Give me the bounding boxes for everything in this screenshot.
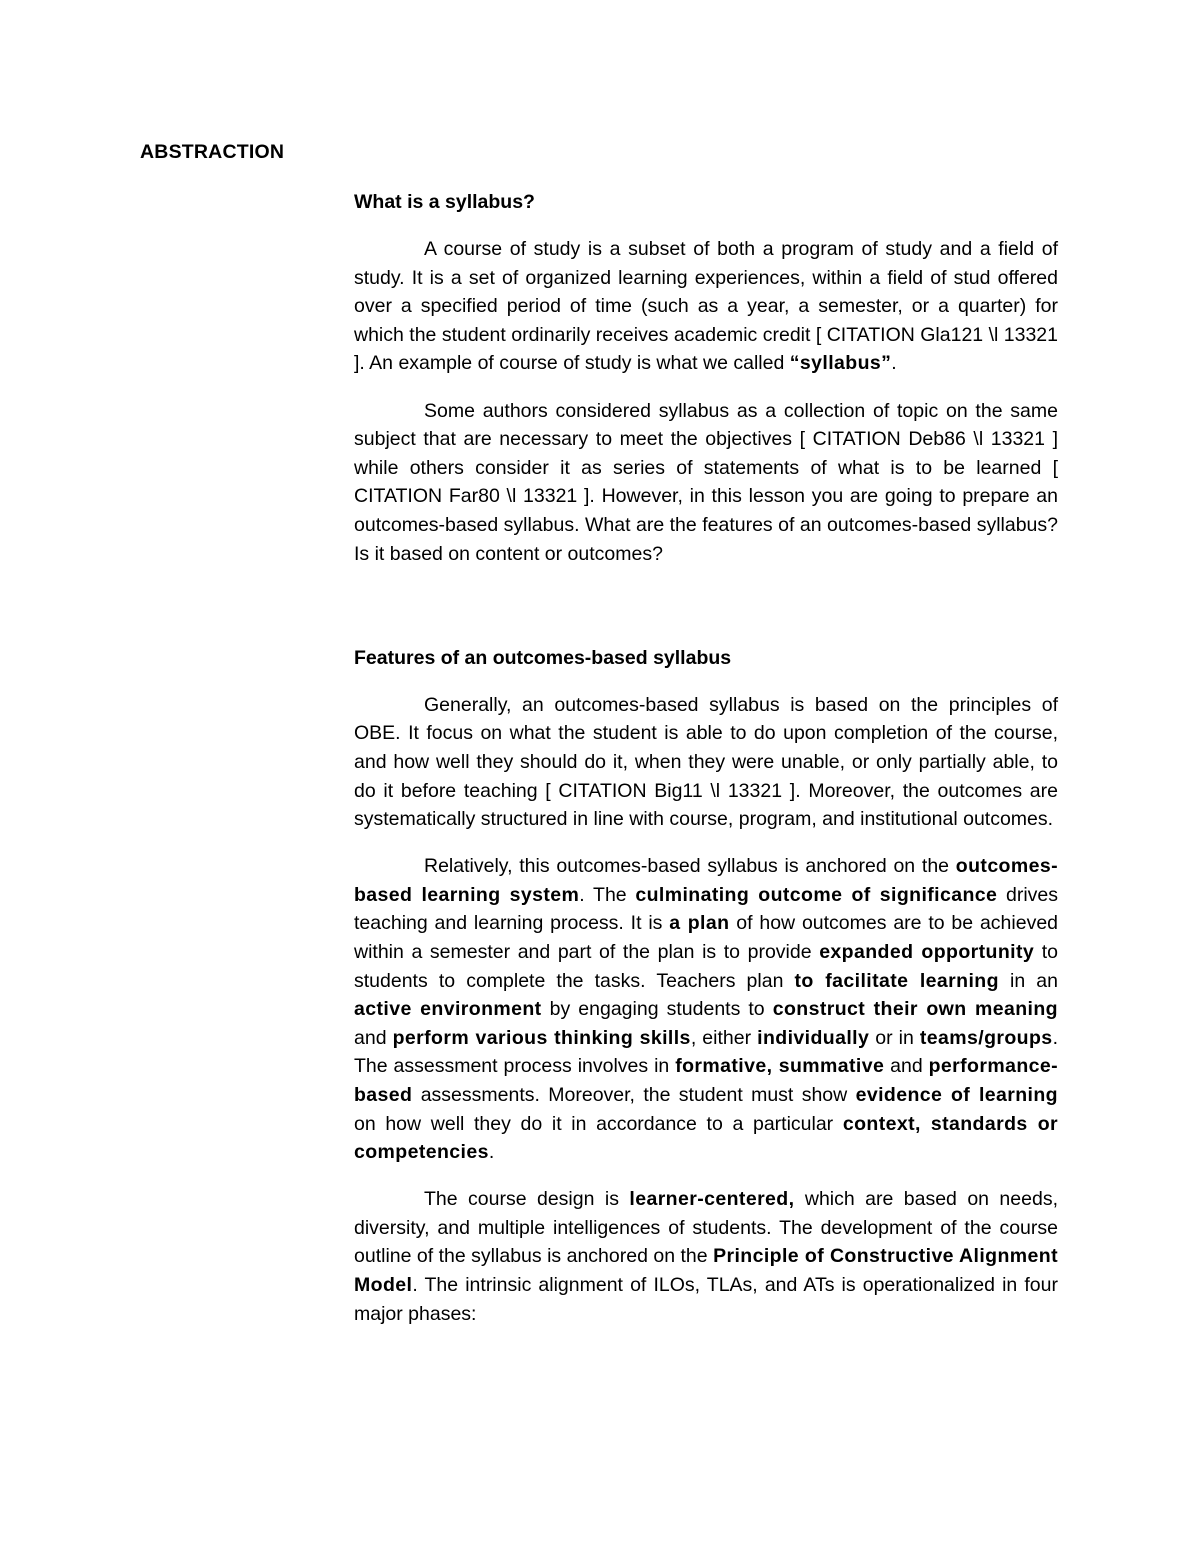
paragraph bbox=[354, 691, 1058, 834]
body-column bbox=[354, 188, 1058, 1347]
bold-run: culminating outcome of significance bbox=[635, 883, 998, 906]
text-run: to students to complete the tasks. Teachers plan bbox=[354, 940, 1058, 992]
text-run: on how well they do it in accordance to a particular bbox=[354, 1112, 843, 1135]
text-run: Some authors considered syllabus as a collection of topic on the same subject that are necessary to meet the objectives [ CITATION Deb86 \l 13321 ] while others consider it as series of statements of what is to be learned [ CITATION Far80 \l 13321 ]. However, in this lesson you are going to prepare an outcomes-based syllabus. What are the features of an outcomes-based syllabus? Is it based on content or outcomes? bbox=[354, 399, 1058, 565]
bold-run: evidence of learning bbox=[855, 1083, 1058, 1106]
bold-run: outcomes-based learning system bbox=[354, 855, 1058, 906]
heading-what-is-syllabus: What is a syllabus? bbox=[354, 191, 535, 213]
bold-run: perform various thinking skills bbox=[392, 1026, 691, 1049]
text-run: . The assessment process involves in bbox=[354, 1026, 1058, 1078]
bold-run: construct their own meaning bbox=[772, 998, 1058, 1021]
bold-run: context, standards or competencies bbox=[354, 1112, 1058, 1164]
section-label: ABSTRACTION bbox=[140, 141, 285, 163]
section-spacer bbox=[354, 587, 1058, 644]
bold-run: Principle of Constructive Alignment Model bbox=[354, 1245, 1058, 1296]
text-run: , either bbox=[690, 1026, 758, 1049]
bold-run: expanded opportunity bbox=[819, 940, 1035, 963]
bold-run: performance-based bbox=[354, 1055, 1059, 1106]
paragraph bbox=[354, 1185, 1058, 1328]
bold-run: a plan bbox=[669, 912, 730, 935]
paragraph bbox=[354, 852, 1058, 1167]
bold-run: formative, summative bbox=[675, 1055, 885, 1078]
text-run: or in bbox=[869, 1026, 920, 1049]
bold-run: teams/groups bbox=[919, 1026, 1053, 1049]
text-run: . bbox=[891, 352, 897, 375]
text-run: . The intrinsic alignment of ILOs, TLAs, and ATs is operationalized in four major phases: bbox=[354, 1274, 1058, 1325]
text-run: assessments. Moreover, the student must show bbox=[412, 1083, 856, 1106]
bold-run: learner-centered, bbox=[629, 1188, 795, 1211]
bold-run: to facilitate learning bbox=[794, 969, 999, 992]
text-run: . bbox=[488, 1141, 495, 1164]
text-run: drives teaching and learning process. It is bbox=[354, 883, 1058, 935]
text-run: in an bbox=[998, 969, 1059, 992]
heading-features-obe-syllabus: Features of an outcomes-based syllabus bbox=[354, 646, 732, 669]
text-run: . The bbox=[579, 883, 636, 906]
bold-run: active environment bbox=[354, 998, 542, 1021]
text-run: by engaging students to bbox=[541, 998, 773, 1021]
text-run: which are based on needs, diversity, and multiple intelligences of students. The development of the course outline of the syllabus is anchored on the bbox=[354, 1188, 1058, 1268]
paragraph bbox=[354, 235, 1058, 378]
text-run: and bbox=[884, 1055, 929, 1078]
text-run: A course of study is a subset of both a program of study and a field of study. It is a set of organized learning experiences, within a field of stud offered over a specified period of time (such as a year, a semester, or a quarter) for which the student ordinarily receives academic credit [ CITATION Gla121 \l 13321 ]. An example of course of study is what we called bbox=[354, 238, 1058, 375]
text-run: Relatively, this outcomes-based syllabus is anchored on the bbox=[424, 855, 956, 878]
text-run: Generally, an outcomes-based syllabus is based on the principles of OBE. It focus on what the student is able to do upon completion of the course, and how well they should do it, when they were unable, or only partially able, to do it before teaching [ CITATION Big11 \l 13321 ]. Moreover, the outcomes are systematically structured in line with course, program, and institutional outcomes. bbox=[354, 693, 1058, 831]
bold-run: “syllabus” bbox=[789, 352, 892, 375]
text-run: The course design is bbox=[424, 1188, 630, 1211]
text-run: and bbox=[354, 1026, 393, 1049]
bold-run: individually bbox=[757, 1026, 870, 1049]
paragraph bbox=[354, 397, 1058, 569]
text-run: of how outcomes are to be achieved within a semester and part of the plan is to provide bbox=[354, 912, 1059, 963]
